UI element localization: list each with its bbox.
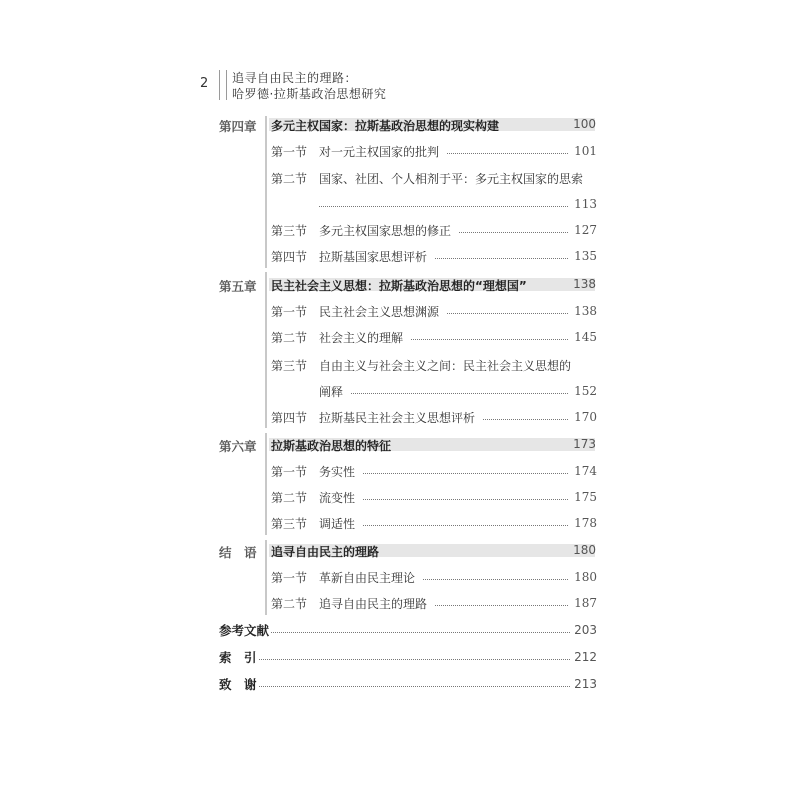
leader-dots (447, 153, 568, 154)
toc-entry-4-3[interactable] (271, 220, 597, 240)
section-page: 178 (574, 516, 597, 530)
leader-dots (319, 206, 568, 207)
conclusion-label: 结 语 (219, 545, 257, 560)
leader-dots (483, 419, 568, 420)
section-index: 第四节 (271, 410, 308, 425)
leader-dots (259, 659, 571, 660)
section-index: 第三节 (271, 223, 308, 238)
chapter-5-page: 138 (573, 277, 596, 291)
section-page: 101 (574, 144, 597, 158)
back-matter-page: 213 (574, 677, 597, 691)
conclusion-divider (265, 540, 267, 615)
toc-entry-6-1[interactable] (271, 461, 597, 481)
section-title: 革新自由民主理论 (319, 570, 416, 585)
section-index: 第二节 (271, 172, 308, 186)
leader-dots (423, 579, 568, 580)
section-page: 175 (574, 490, 597, 504)
section-title: 自由主义与社会主义之间：民主社会主义思想的 (319, 359, 572, 373)
section-title: 调适性 (319, 516, 356, 531)
header-divider-bars (219, 70, 227, 100)
leader-dots (435, 605, 568, 606)
chapter-4-label: 第四章 (219, 119, 257, 134)
back-matter-label: 参考文献 (219, 623, 270, 638)
back-matter-label: 索 引 (219, 650, 257, 665)
chapter-4-page: 100 (573, 117, 596, 131)
toc-entry-5-1[interactable] (271, 301, 597, 321)
leader-dots (363, 525, 568, 526)
leader-dots (363, 499, 568, 500)
book-title-line2: 哈罗德·拉斯基政治思想研究 (232, 87, 387, 101)
section-index: 第三节 (271, 359, 308, 373)
toc-entry-6-3[interactable] (271, 513, 597, 533)
section-index: 第二节 (271, 490, 308, 505)
section-page: 135 (574, 249, 597, 263)
section-page: 145 (574, 330, 597, 344)
section-index: 第三节 (271, 516, 308, 531)
section-title: 拉斯基国家思想评析 (319, 249, 428, 264)
toc-entry-6-2[interactable] (271, 487, 597, 507)
leader-dots (435, 258, 568, 259)
section-page: 180 (574, 570, 597, 584)
section-title: 多元主权国家思想的修正 (319, 223, 452, 238)
chapter-6-page: 173 (573, 437, 596, 451)
chapter-6-title[interactable]: 拉斯基政治思想的特征 (271, 439, 392, 453)
section-title: 对一元主权国家的批判 (319, 144, 440, 159)
chapter-5-title[interactable]: 民主社会主义思想：拉斯基政治思想的“理想国” (271, 279, 527, 293)
toc-entry-5-3-line2[interactable] (319, 381, 597, 401)
section-page: 138 (574, 304, 597, 318)
section-index: 第二节 (271, 596, 308, 611)
section-index: 第一节 (271, 304, 308, 319)
conclusion-page: 180 (573, 543, 596, 557)
section-index: 第一节 (271, 144, 308, 159)
leader-dots (447, 313, 568, 314)
toc-entry-4-2-line1[interactable] (271, 170, 583, 187)
section-title-cont: 阐释 (319, 384, 344, 399)
section-title: 务实性 (319, 464, 356, 479)
section-title: 国家、社团、个人相剂于平：多元主权国家的思索 (319, 172, 584, 186)
leader-dots (271, 632, 570, 633)
section-title: 拉斯基民主社会主义思想评析 (319, 410, 476, 425)
chapter-4-title[interactable]: 多元主权国家：拉斯基政治思想的现实构建 (271, 119, 500, 133)
section-page: 152 (574, 384, 597, 398)
leader-dots (351, 393, 568, 394)
back-matter-label: 致 谢 (219, 677, 257, 692)
leader-dots (459, 232, 568, 233)
back-matter-page: 203 (574, 623, 597, 637)
chapter-5-label: 第五章 (219, 279, 257, 294)
toc-entry-4-4[interactable] (271, 246, 597, 266)
section-page: 174 (574, 464, 597, 478)
section-title: 社会主义的理解 (319, 330, 404, 345)
book-title-line1: 追寻自由民主的理路： (232, 71, 358, 85)
toc-entry-4-1[interactable] (271, 141, 597, 161)
toc-entry-index[interactable] (219, 648, 597, 666)
toc-entry-5-3-line1[interactable] (271, 357, 571, 374)
toc-entry-c-2[interactable] (271, 593, 597, 613)
toc-entry-references[interactable] (219, 621, 597, 639)
chapter-6-label: 第六章 (219, 439, 257, 454)
section-page: 113 (574, 197, 597, 211)
section-page: 127 (574, 223, 597, 237)
leader-dots (411, 339, 568, 340)
leader-dots (259, 686, 571, 687)
section-index: 第一节 (271, 570, 308, 585)
toc-entry-acknowledgements[interactable] (219, 675, 597, 693)
section-page: 187 (574, 596, 597, 610)
section-index: 第一节 (271, 464, 308, 479)
section-title: 民主社会主义思想渊源 (319, 304, 440, 319)
chapter-4-divider (265, 116, 267, 268)
section-title: 流变性 (319, 490, 356, 505)
back-matter-page: 212 (574, 650, 597, 664)
chapter-6-divider (265, 433, 267, 535)
toc-entry-5-4[interactable] (271, 407, 597, 427)
page-number: 2 (200, 76, 209, 91)
chapter-5-divider (265, 272, 267, 428)
section-page: 170 (574, 410, 597, 424)
section-title: 追寻自由民主的理路 (319, 596, 428, 611)
section-index: 第二节 (271, 330, 308, 345)
toc-entry-c-1[interactable] (271, 567, 597, 587)
toc-entry-5-2[interactable] (271, 327, 597, 347)
leader-dots (363, 473, 568, 474)
section-index: 第四节 (271, 249, 308, 264)
conclusion-title[interactable]: 追寻自由民主的理路 (271, 545, 380, 559)
toc-entry-4-2-line2[interactable] (319, 194, 597, 214)
